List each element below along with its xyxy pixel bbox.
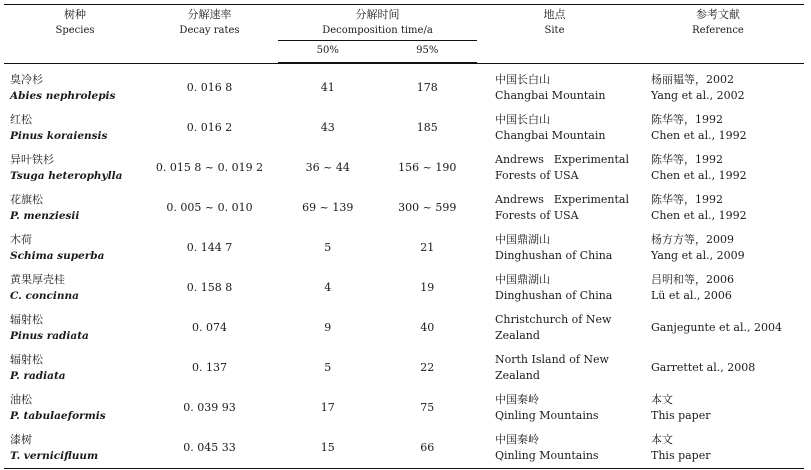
table-header <box>4 5 804 64</box>
cell-rate: 0. 144 7 <box>186 241 233 254</box>
cell-rate: 0. 005 ~ 0. 010 <box>166 201 253 214</box>
site-line-2: Forests of USA <box>495 169 579 182</box>
site-line-2: Changbai Mountain <box>495 89 606 102</box>
reference-line-2: Lü et al., 2006 <box>651 289 732 302</box>
header-site <box>477 5 633 63</box>
cell-site <box>477 428 633 469</box>
cell-reference <box>633 388 804 428</box>
cell-site <box>477 148 633 188</box>
cell-site <box>477 268 633 308</box>
header-time-cn: 分解时间 <box>355 8 400 21</box>
cell-site <box>477 308 633 348</box>
cell-t50: 5 <box>324 361 332 374</box>
cell-t95: 185 <box>416 121 438 134</box>
header-species-en: Species <box>55 25 95 36</box>
site-line-1: 中国秦岭 <box>495 433 539 446</box>
site-line-2: Changbai Mountain <box>495 129 606 142</box>
species-sci: Schima superba <box>10 250 105 262</box>
cell-t50: 15 <box>278 428 378 469</box>
cell-species <box>4 268 141 308</box>
cell-species <box>4 64 141 109</box>
header-t50: 50% <box>278 41 378 63</box>
reference-line-1: 陈华等，1992 <box>651 113 723 126</box>
cell-species <box>4 348 141 388</box>
cell-species <box>4 428 141 469</box>
site-line-2: Qinling Mountains <box>495 409 599 422</box>
species-sci: Abies nephrolepis <box>10 90 116 102</box>
species-sci: C. concinna <box>10 290 79 302</box>
site-line-1: Christchurch of New <box>495 313 612 326</box>
species-cn: 木荷 <box>10 233 32 246</box>
site-line-2: Zealand <box>495 329 540 342</box>
table-row <box>4 228 804 268</box>
species-sci: T. vernicifluum <box>10 450 99 462</box>
header-species <box>4 5 141 63</box>
cell-species <box>4 188 141 228</box>
cell-t50: 43 <box>320 121 335 134</box>
header-reference <box>633 5 804 63</box>
reference-line-1: 吕明和等，2006 <box>651 273 734 286</box>
species-cn: 漆树 <box>10 433 32 446</box>
header-rate-cn: 分解速率 <box>187 8 232 21</box>
cell-rate: 0. 015 8 ~ 0. 019 2 <box>155 161 264 174</box>
species-sci: P. tabulaeformis <box>10 410 106 422</box>
header-site-en: Site <box>544 25 565 36</box>
cell-site <box>477 64 633 109</box>
cell-t95: 66 <box>378 428 478 469</box>
site-line-1: 中国长白山 <box>495 113 550 126</box>
cell-species <box>4 108 141 148</box>
cell-site <box>477 188 633 228</box>
species-sci: P. menziesii <box>10 210 80 222</box>
cell-species <box>4 308 141 348</box>
site-line-2: Dinghushan of China <box>495 249 613 262</box>
reference-line-2: Chen et al., 1992 <box>651 169 747 182</box>
reference-line-2: This paper <box>651 449 711 462</box>
cell-t95: 300 ~ 599 <box>398 201 457 214</box>
cell-species <box>4 228 141 268</box>
species-cn: 异叶铁杉 <box>10 153 54 166</box>
site-line-2: Forests of USA <box>495 209 579 222</box>
cell-reference: Garrettet al., 2008 <box>651 361 756 374</box>
species-cn: 辐射松 <box>10 353 43 366</box>
species-cn: 花旗松 <box>10 193 43 206</box>
cell-rate: 0. 039 93 <box>183 401 236 414</box>
reference-line-1: 本文 <box>651 393 673 406</box>
cell-site <box>477 348 633 388</box>
header-rate-en: Decay rates <box>179 25 240 36</box>
species-cn: 油松 <box>10 393 32 406</box>
table-body <box>4 64 804 469</box>
reference-line-1: 杨丽韫等，2002 <box>651 73 734 86</box>
table-row <box>4 388 804 428</box>
cell-t95: 178 <box>416 81 438 94</box>
cell-species <box>4 148 141 188</box>
reference-line-2: Yang et al., 2009 <box>651 249 745 262</box>
cell-t95: 19 <box>420 281 435 294</box>
table-row <box>4 64 804 109</box>
site-line-1 <box>495 192 629 208</box>
table-row <box>4 348 804 388</box>
cell-species <box>4 388 141 428</box>
cell-reference <box>633 64 804 109</box>
cell-rate: 0. 158 8 <box>186 281 233 294</box>
species-cn: 红松 <box>10 113 32 126</box>
cell-reference <box>633 108 804 148</box>
cell-rate: 0. 016 8 <box>186 81 233 94</box>
header-species-cn: 树种 <box>64 8 86 21</box>
table-row <box>4 148 804 188</box>
site-line-1 <box>495 152 629 168</box>
site-line-1: 中国鼎湖山 <box>495 233 550 246</box>
cell-t95: 40 <box>420 321 435 334</box>
site-line-1: North Island of New <box>495 353 609 366</box>
table-row <box>4 188 804 228</box>
cell-reference <box>633 428 804 469</box>
site-line-1b: Experimental <box>553 193 629 206</box>
header-time <box>278 5 477 41</box>
cell-t50: 9 <box>324 321 332 334</box>
table-row <box>4 428 804 469</box>
decomposition-table-wrapper <box>4 4 804 469</box>
cell-reference <box>633 228 804 268</box>
site-line-1: 中国长白山 <box>495 73 550 86</box>
reference-line-2: Yang et al., 2002 <box>651 89 745 102</box>
header-time-en: Decomposition time/a <box>322 25 433 36</box>
cell-t50: 69 ~ 139 <box>302 201 354 214</box>
species-sci: P. radiata <box>10 370 66 382</box>
site-line-2: Qinling Mountains <box>495 449 599 462</box>
cell-rate: 0. 074 <box>192 321 227 334</box>
table-row <box>4 108 804 148</box>
species-sci: Tsuga heterophylla <box>10 170 123 182</box>
species-cn: 臭冷杉 <box>10 73 43 86</box>
site-line-1a: Andrews <box>495 193 544 206</box>
site-line-1a: Andrews <box>495 153 544 166</box>
cell-reference: Ganjegunte et al., 2004 <box>651 321 782 334</box>
cell-reference <box>633 188 804 228</box>
header-t95: 95% <box>378 41 478 63</box>
reference-line-1: 本文 <box>651 433 673 446</box>
site-line-1: 中国鼎湖山 <box>495 273 550 286</box>
reference-line-1: 陈华等，1992 <box>651 193 723 206</box>
cell-site <box>477 108 633 148</box>
cell-t50: 17 <box>320 401 335 414</box>
cell-rate: 0. 137 <box>192 361 227 374</box>
species-sci: Pinus koraiensis <box>10 130 108 142</box>
cell-t95: 75 <box>420 401 435 414</box>
reference-line-1: 陈华等，1992 <box>651 153 723 166</box>
cell-t95: 21 <box>420 241 435 254</box>
site-line-2: Dinghushan of China <box>495 289 613 302</box>
cell-reference <box>633 148 804 188</box>
header-rate <box>141 5 278 63</box>
table-row <box>4 268 804 308</box>
cell-reference <box>633 268 804 308</box>
site-line-1b: Experimental <box>553 153 629 166</box>
cell-rate: 0. 045 33 <box>141 428 278 469</box>
cell-site <box>477 228 633 268</box>
cell-t50: 4 <box>324 281 332 294</box>
header-site-cn: 地点 <box>543 8 566 21</box>
cell-t95: 156 ~ 190 <box>398 161 457 174</box>
reference-line-2: Chen et al., 1992 <box>651 209 747 222</box>
reference-line-2: This paper <box>651 409 711 422</box>
reference-line-2: Chen et al., 1992 <box>651 129 747 142</box>
header-reference-cn: 参考文献 <box>696 8 740 21</box>
species-sci: Pinus radiata <box>10 330 89 342</box>
species-cn: 黄果厚壳桂 <box>10 273 65 286</box>
site-line-1: 中国秦岭 <box>495 393 539 406</box>
cell-site <box>477 388 633 428</box>
reference-line-1: 杨方方等，2009 <box>651 233 734 246</box>
cell-rate: 0. 016 2 <box>186 121 233 134</box>
cell-t95: 22 <box>420 361 435 374</box>
decomposition-table <box>4 4 804 469</box>
header-reference-en: Reference <box>692 25 744 36</box>
species-cn: 辐射松 <box>10 313 43 326</box>
site-line-2: Zealand <box>495 369 540 382</box>
table-row <box>4 308 804 348</box>
header-row-1 <box>4 5 804 41</box>
cell-t50: 5 <box>324 241 332 254</box>
cell-t50: 41 <box>320 81 335 94</box>
cell-t50: 36 ~ 44 <box>305 161 350 174</box>
